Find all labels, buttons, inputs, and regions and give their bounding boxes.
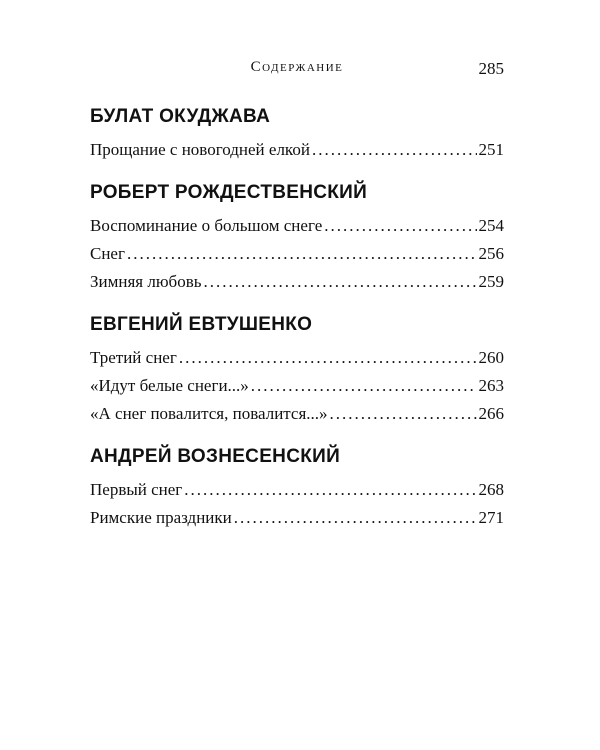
dot-leader: [251, 372, 477, 400]
dot-leader: [127, 240, 477, 268]
entry-page-number: 254: [478, 216, 504, 235]
dot-leader: [330, 400, 477, 428]
entry-page-number: 259: [478, 272, 504, 291]
entry-title: Первый снег: [90, 480, 183, 499]
dot-leader: [234, 504, 477, 532]
table-of-contents: [90, 104, 504, 532]
entry-page-number: 260: [478, 348, 504, 367]
entry-title: Римские праздники: [90, 508, 232, 527]
entry-title: Прощание с новогодней елкой: [90, 140, 310, 159]
entry-page-number: 251: [478, 140, 504, 159]
toc-entry: [90, 400, 504, 428]
author-name: АНДРЕЙ ВОЗНЕСЕНСКИЙ: [90, 446, 341, 467]
toc-entry: [90, 136, 504, 164]
dot-leader: [184, 476, 476, 504]
author-name: РОБЕРТ РОЖДЕСТВЕНСКИЙ: [90, 182, 368, 203]
entry-title: «Идут белые снеги...»: [90, 376, 249, 395]
entry-page-number: 268: [478, 480, 504, 499]
author-name: ЕВГЕНИЙ ЕВТУШЕНКО: [90, 314, 313, 335]
entry-title: Снег: [90, 244, 125, 263]
author-section-rozhdestvensky: [90, 180, 504, 296]
running-title: Содержание: [250, 59, 344, 75]
toc-entry: [90, 268, 504, 296]
author-section-okudzhava: [90, 104, 504, 164]
author-section-evtushenko: [90, 312, 504, 428]
toc-entry: [90, 504, 504, 532]
dot-leader: [179, 344, 477, 372]
toc-entry: [90, 344, 504, 372]
entry-page-number: 263: [478, 376, 504, 395]
dot-leader: [312, 136, 477, 164]
toc-entry: [90, 372, 504, 400]
entry-title: Третий снег: [90, 348, 177, 367]
entry-title: Воспоминание о большом снеге: [90, 216, 323, 235]
entry-page-number: 266: [478, 404, 504, 423]
toc-entry: [90, 240, 504, 268]
entry-title: Зимняя любовь: [90, 272, 202, 291]
author-name: БУЛАТ ОКУДЖАВА: [90, 106, 271, 127]
dot-leader: [324, 212, 476, 240]
toc-entry: [90, 212, 504, 240]
running-header: [90, 59, 504, 83]
page-number: 285: [478, 59, 504, 78]
toc-entry: [90, 476, 504, 504]
entry-title: «А снег повалится, повалится...»: [90, 404, 328, 423]
entry-page-number: 256: [478, 244, 504, 263]
dot-leader: [203, 268, 476, 296]
entry-page-number: 271: [478, 508, 504, 527]
author-section-voznesensky: [90, 444, 504, 532]
